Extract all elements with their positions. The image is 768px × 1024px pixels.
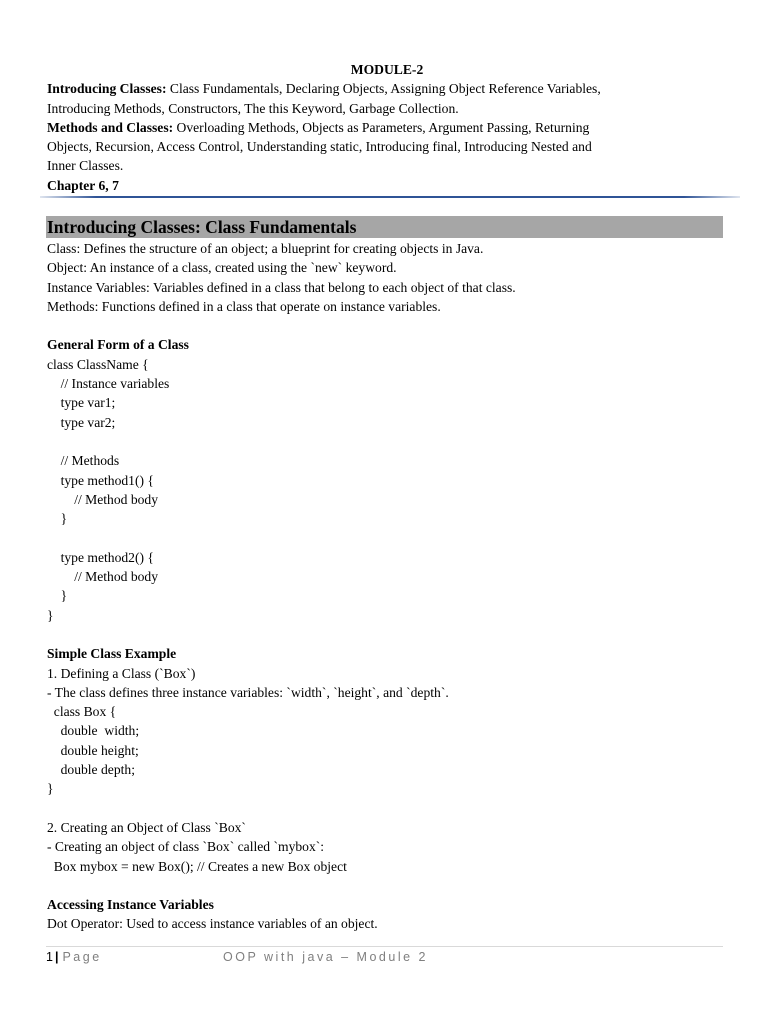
body-line: Instance Variables: Variables defined in a class that belong to each object of that class. <box>47 279 516 295</box>
header-divider <box>40 196 740 198</box>
section-heading: Introducing Classes: Class Fundamentals <box>46 216 723 238</box>
body-line: // Method body <box>47 569 159 585</box>
subheading: General Form of a Class <box>47 337 189 353</box>
body-line: // Instance variables <box>47 376 170 392</box>
body-line: type var1; <box>47 395 116 411</box>
footer-divider <box>46 946 723 947</box>
body-line: Class: Defines the structure of an object; a blueprint for creating objects in Java. <box>47 241 484 256</box>
course-title: OOP with java – Module 2 <box>223 950 428 964</box>
body-line: - Creating an object of class `Box` called `mybox`: <box>47 839 325 855</box>
body-line <box>47 528 727 547</box>
chapter-label: Chapter 6, 7 <box>47 177 119 193</box>
page-number: 1 <box>46 950 53 964</box>
intro-topics-cont: Introducing Methods, Constructors, The this Keyword, Garbage Collection. <box>47 100 459 116</box>
subheading: Accessing Instance Variables <box>47 897 214 913</box>
body-line <box>47 876 727 895</box>
body-line: Box mybox = new Box(); // Creates a new Box object <box>47 858 347 874</box>
body-line: - The class defines three instance variables: `width`, `height`, and `depth`. <box>47 684 449 700</box>
body-line: // Method body <box>47 491 159 507</box>
body-line <box>47 625 727 644</box>
page-footer <box>46 948 726 966</box>
body-line: } <box>47 607 54 623</box>
page-label: Page <box>62 950 102 964</box>
footer-separator: | <box>54 950 59 964</box>
body-line <box>47 799 727 818</box>
intro-label: Introducing Classes: <box>47 81 167 97</box>
body-line: 2. Creating an Object of Class `Box` <box>47 819 246 835</box>
body-line: class ClassName { <box>47 356 149 372</box>
chapter-reference <box>47 176 727 195</box>
body-line: } <box>47 781 54 797</box>
body-line: } <box>47 511 68 527</box>
body-content <box>47 239 727 934</box>
module-title: MODULE-2 <box>350 62 424 77</box>
body-line: class Box { <box>47 704 117 720</box>
methods-line-1: Overloading Methods, Objects as Parameters, Argument Passing, Returning <box>173 119 590 135</box>
subheading: Simple Class Example <box>47 646 177 662</box>
methods-topics <box>47 118 727 137</box>
body-line <box>47 432 727 451</box>
body-line: } <box>47 588 68 604</box>
body-line: // Methods <box>47 453 120 469</box>
body-line: Methods: Functions defined in a class that operate on instance variables. <box>47 298 441 314</box>
body-line: type method2() { <box>47 549 154 565</box>
intro-line-1: Class Fundamentals, Declaring Objects, Assigning Object Reference Variables, <box>166 81 601 97</box>
methods-label: Methods and Classes: <box>47 119 174 135</box>
intro-topics <box>47 79 727 98</box>
body-line: double depth; <box>47 762 135 778</box>
body-line: type method1() { <box>47 472 154 488</box>
module-header <box>47 60 727 195</box>
methods-topics-cont-2: Inner Classes. <box>47 158 124 174</box>
body-line: 1. Defining a Class (`Box`) <box>47 665 196 681</box>
body-line: Dot Operator: Used to access instance variables of an object. <box>47 916 378 932</box>
methods-topics-cont: Objects, Recursion, Access Control, Understanding static, Introducing final, Introducing Nested and <box>47 139 592 155</box>
body-line: double height; <box>47 742 139 758</box>
body-line <box>47 316 727 335</box>
body-line: Object: An instance of a class, created using the `new` keyword. <box>47 260 397 276</box>
body-line: type var2; <box>47 414 116 430</box>
body-line: double width; <box>47 723 140 739</box>
